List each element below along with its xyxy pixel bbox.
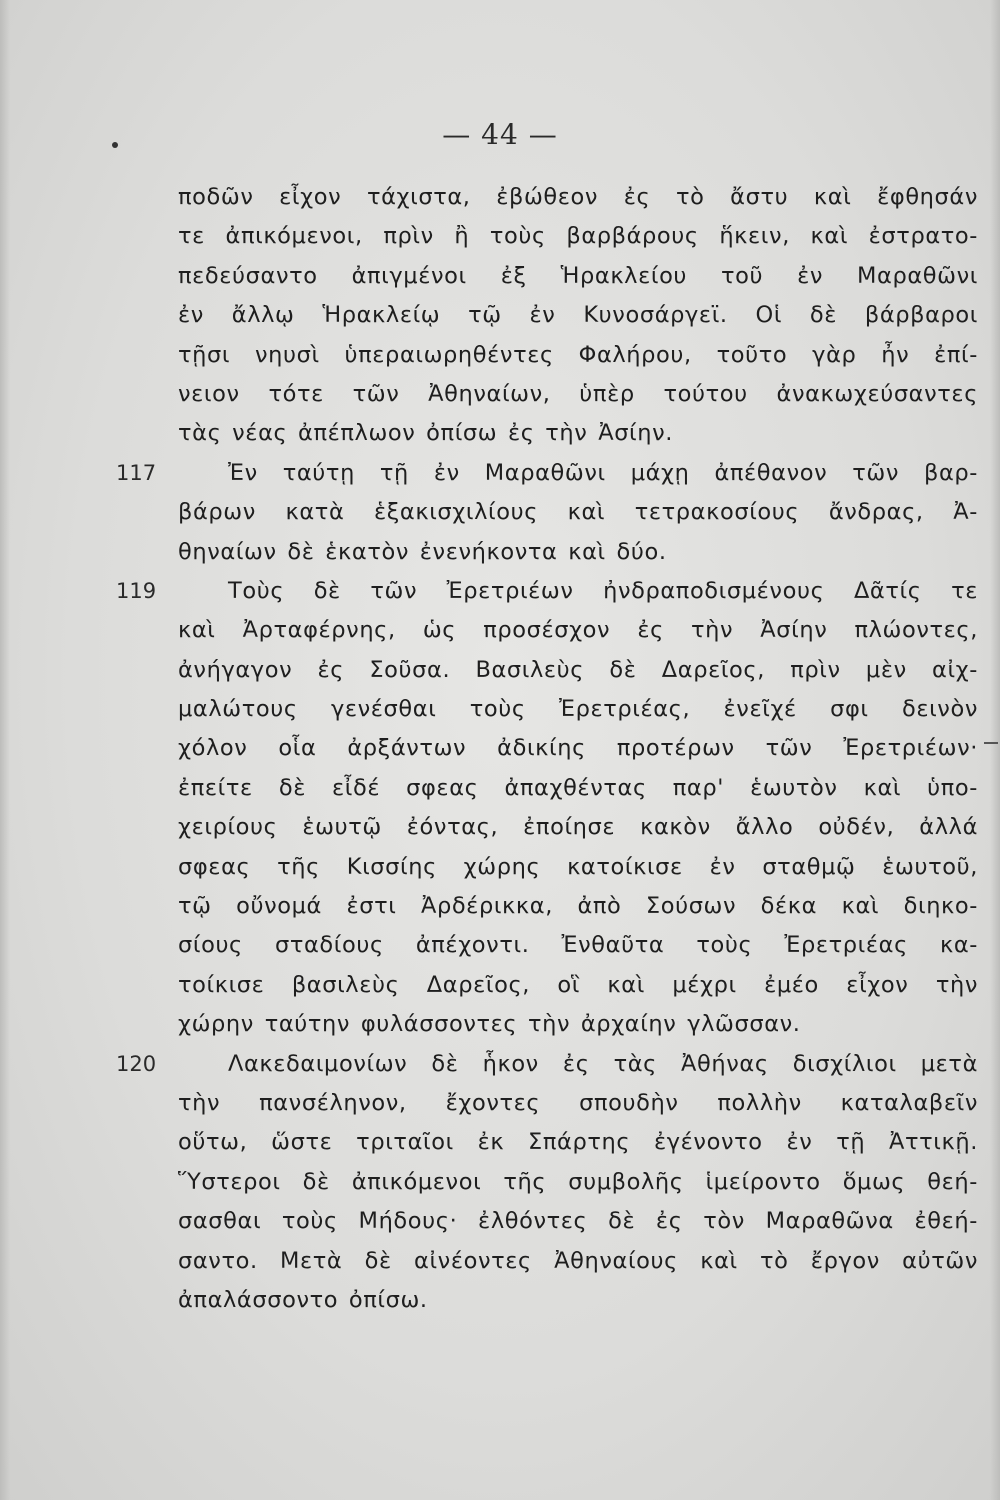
text-body [116,178,978,1320]
text-line: νειον τότε τῶν Ἀθηναίων, ὑπὲρ τούτου ἀνακωχεύσαντες [178,380,978,407]
text-line [116,1045,978,1084]
text-line: οὕτω, ὥστε τριταῖοι ἐκ Σπάρτης ἐγένοντο ἐν τῇ Ἀττικῇ. [178,1129,978,1156]
margin-pencil-mark [984,742,998,744]
text-line: θηναίων δὲ ἑκατὸν ἐνενήκοντα καὶ δύο. [178,538,667,565]
chapter-number: 119 [116,578,157,603]
text-line [116,454,978,493]
text-line: πεδεύσαντο ἀπιγμένοι ἐξ Ἡρακλείου τοῦ ἐν Μαραθῶνι [178,262,978,289]
chapter-number: 120 [116,1051,157,1076]
text-line: χόλον οἷα ἀρξάντων ἀδικίης προτέρων τῶν Ἐρετριέων· [178,735,978,762]
page-number: — 44 — [442,118,558,151]
text-line: σφεας τῆς Κισσίης χώρης κατοίκισε ἐν σταθμῷ ἑωυτοῦ, [178,853,978,880]
text-line: χειρίους ἑωυτῷ ἐόντας, ἐποίησε κακὸν ἄλλο οὐδέν, ἀλλά [178,814,978,841]
text-line: ἀπαλάσσοντο ὀπίσω. [178,1286,428,1313]
text-line: τὴν πανσέληνον, ἔχοντες σπουδὴν πολλὴν καταλαβεῖν [178,1089,978,1116]
page-left-edge-shadow [0,0,10,1500]
text-line: ἀνήγαγον ἐς Σοῦσα. Βασιλεὺς δὲ Δαρεῖος, πρὶν μὲν αἰχ- [178,656,978,683]
text-line-content: Λακεδαιμονίων δὲ ἧκον ἐς τὰς Ἀθήνας δισχίλιοι μετὰ [228,1050,978,1077]
text-line: τοίκισε βασιλεὺς Δαρεῖος, οἳ καὶ μέχρι ἐμέο εἶχον τὴν [178,971,978,998]
text-line: Ὕστεροι δὲ ἀπικόμενοι τῆς συμβολῆς ἱμείροντο ὅμως θεή- [178,1168,978,1195]
paragraph-119 [116,572,978,1045]
text-line: τὰς νέας ἀπέπλωον ὀπίσω ἐς τὴν Ἀσίην. [178,420,674,447]
text-line: σαντο. Μετὰ δὲ αἰνέοντες Ἀθηναίους καὶ τὸ ἔργον αὐτῶν [178,1247,978,1274]
text-line: σασθαι τοὺς Μήδους· ἐλθόντες δὲ ἐς τὸν Μαραθῶνα ἐθεή- [178,1208,978,1235]
text-line-content: Τοὺς δὲ τῶν Ἐρετριέων ἠνδραποδισμένους Δᾶτίς τε [228,577,978,604]
text-line: τῇσι νηυσὶ ὑπεραιωρηθέντες Φαλήρου, τοῦτο γὰρ ἦν ἐπί- [178,341,978,368]
text-line-content: Ἐν ταύτῃ τῇ ἐν Μαραθῶνι μάχῃ ἀπέθανον τῶν βαρ- [228,459,978,486]
chapter-number: 117 [116,460,157,485]
paragraph-120 [116,1045,978,1321]
text-line: ἐπείτε δὲ εἶδέ σφεας ἀπαχθέντας παρ' ἑωυτὸν καὶ ὑπο- [178,774,978,801]
text-line: σίους σταδίους ἀπέχοντι. Ἐνθαῦτα τοὺς Ἐρετριέας κα- [178,932,978,959]
text-line: βάρων κατὰ ἑξακισχιλίους καὶ τετρακοσίους ἄνδρας, Ἀ- [178,499,978,526]
paragraph-117 [116,454,978,572]
paragraph-continuation [178,178,978,454]
text-line: μαλώτους γενέσθαι τοὺς Ἐρετριέας, ἐνεῖχέ σφι δεινὸν [178,696,978,723]
text-line: ποδῶν εἶχον τάχιστα, ἐβώθεον ἐς τὸ ἄστυ καὶ ἔφθησάν [178,184,978,210]
text-line: χώρην ταύτην φυλάσσοντες τὴν ἀρχαίην γλῶσσαν. [178,1011,801,1038]
text-line: τε ἀπικόμενοι, πρὶν ἢ τοὺς βαρβάρους ἥκειν, καὶ ἐστρατο- [178,223,978,250]
text-line: τῷ οὔνομά ἐστι Ἀρδέρικκα, ἀπὸ Σούσων δέκα καὶ διηκο- [178,893,978,920]
text-line [116,572,978,611]
text-line: καὶ Ἀρταφέρνης, ὡς προσέσχον ἐς τὴν Ἀσίην πλώοντες, [178,617,978,644]
text-line: ἐν ἄλλῳ Ἡρακλείῳ τῷ ἐν Κυνοσάργεϊ. Οἱ δὲ βάρβαροι [178,302,978,329]
page-right-edge-shadow [990,0,1000,1500]
